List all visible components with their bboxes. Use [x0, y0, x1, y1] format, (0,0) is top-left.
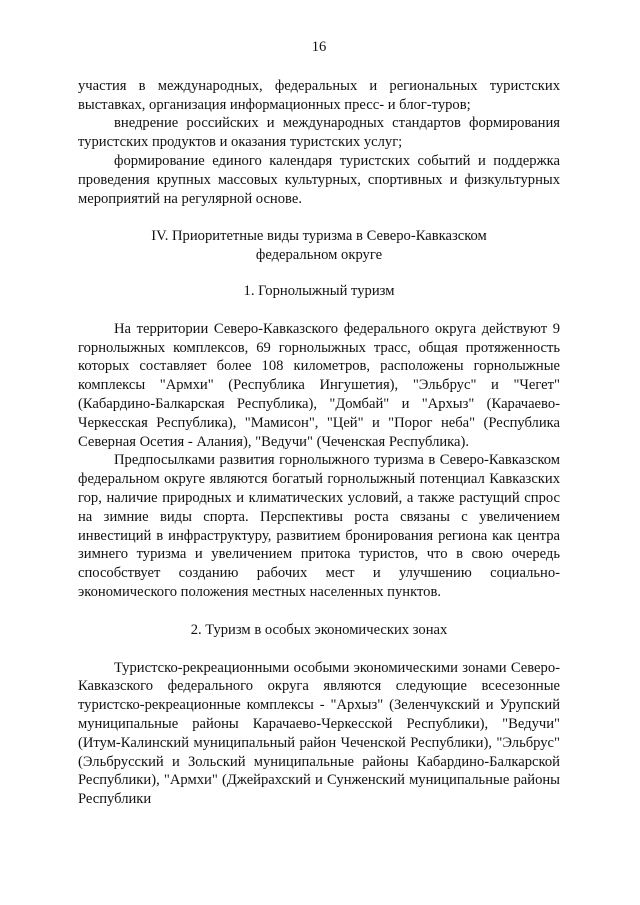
paragraph-skiing-2: Предпосылками развития горнолыжного туризма в Северо-Кавказском федеральном округе являются богатый горнолыжный потенциал Кавказских гор, наличие природных и климатических условий, а также растущий спрос на зимние виды спорта. Перспективы роста связаны с увеличением инвестиций в инфраструктуру, развитием бронирования региона как центра зимнего туризма и увеличением притока туристов, что в свою очередь способствует созданию рабочих мест и улучшению социально-экономического положения местных населенных пунктов. — [78, 452, 560, 600]
paragraph-sez-1: Туристско-рекреационными особыми экономическими зонами Северо-Кавказского федерального округа являются следующие всесезонные туристско-рекреационные комплексы - "Архыз" (Зеленчукский и Урупский муниципальные районы Карачаево-Черкесской Республики), "Ведучи" (Итум-Калинский муниципальный район Чеченской Республики), "Эльбрус" (Эльбрусский и Зольский муниципальные районы Кабардино-Балкарской Республики), "Армхи" (Джейрахский и Сунженский муниципальные районы Республики — [78, 659, 560, 808]
paragraph-skiing-1: На территории Северо-Кавказского федерального округа действуют 9 горнолыжных комплексов, 69 горнолыжных трасс, общая протяженность которых составляет более 108 километров, расположены горнолыжные комплексы "Армхи" (Республика Ингушетия), "Эльбрус" и "Чегет" (Кабардино-Балкарская Республика), "Домбай" и "Архыз" (Карачаево-Черкесская Республика), "Мамисон", "Цей" и "Порог неба" (Республика Северная Осетия - Алания), "Ведучи" (Чеченская Республика). — [78, 320, 560, 450]
paragraph-intro-1: участия в международных, федеральных и региональных туристских выставках, организация информационных пресс- и блог-туров; — [78, 77, 560, 113]
section-heading-line-2: федеральном округе — [255, 247, 383, 264]
subsection-heading-2: 2. Туризм в особых экономических зонах — [190, 621, 448, 638]
paragraph-intro-3: формирование единого календаря туристских событий и поддержка проведения крупных массовых культурных, спортивных и физкультурных мероприятий на регулярной основе. — [78, 152, 560, 207]
subsection-heading-1: 1. Горнолыжный туризм — [243, 282, 395, 299]
section-heading-line-1: IV. Приоритетные виды туризма в Северо-Кавказском — [151, 228, 487, 245]
page-number: 16 — [311, 39, 327, 55]
paragraph-intro-2: внедрение российских и международных стандартов формирования туристских продуктов и оказания туристских услуг; — [78, 115, 560, 151]
section-heading — [78, 227, 560, 265]
